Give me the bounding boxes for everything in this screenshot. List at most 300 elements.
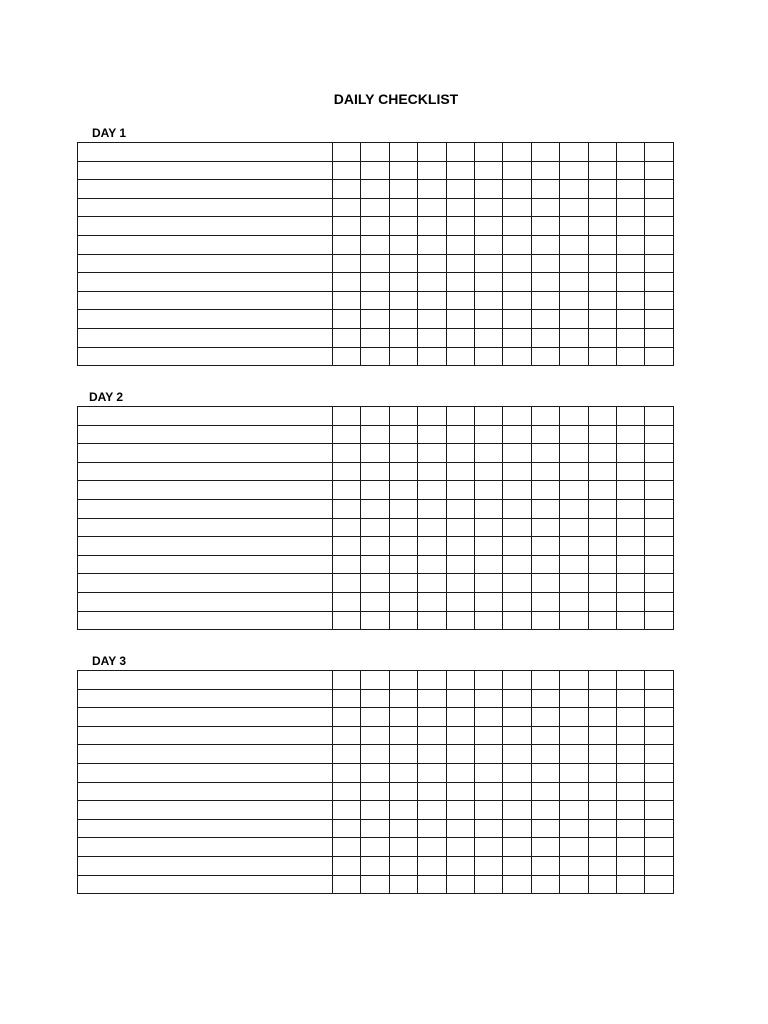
check-box-cell[interactable]: [418, 763, 446, 782]
check-box-cell[interactable]: [588, 180, 616, 199]
check-box-cell[interactable]: [474, 574, 502, 593]
check-box-cell[interactable]: [446, 592, 474, 611]
check-box-cell[interactable]: [588, 592, 616, 611]
check-box-cell[interactable]: [531, 819, 559, 838]
check-box-cell[interactable]: [333, 537, 361, 556]
check-box-cell[interactable]: [361, 518, 389, 537]
check-box-cell[interactable]: [616, 819, 644, 838]
check-box-cell[interactable]: [474, 499, 502, 518]
check-box-cell[interactable]: [588, 273, 616, 292]
check-box-cell[interactable]: [361, 537, 389, 556]
check-box-cell[interactable]: [560, 462, 588, 481]
check-box-cell[interactable]: [474, 555, 502, 574]
check-box-cell[interactable]: [560, 291, 588, 310]
check-box-cell[interactable]: [389, 555, 417, 574]
check-box-cell[interactable]: [333, 671, 361, 690]
task-cell[interactable]: [78, 518, 333, 537]
check-box-cell[interactable]: [389, 291, 417, 310]
check-box-cell[interactable]: [389, 875, 417, 894]
task-cell[interactable]: [78, 143, 333, 162]
check-box-cell[interactable]: [645, 574, 673, 593]
check-box-cell[interactable]: [503, 235, 531, 254]
check-box-cell[interactable]: [446, 875, 474, 894]
check-box-cell[interactable]: [645, 462, 673, 481]
check-box-cell[interactable]: [418, 611, 446, 630]
check-box-cell[interactable]: [531, 347, 559, 366]
check-box-cell[interactable]: [560, 161, 588, 180]
task-cell[interactable]: [78, 328, 333, 347]
check-box-cell[interactable]: [418, 291, 446, 310]
check-box-cell[interactable]: [446, 782, 474, 801]
check-box-cell[interactable]: [446, 235, 474, 254]
check-box-cell[interactable]: [560, 537, 588, 556]
check-box-cell[interactable]: [645, 217, 673, 236]
check-box-cell[interactable]: [333, 180, 361, 199]
check-box-cell[interactable]: [645, 499, 673, 518]
check-box-cell[interactable]: [333, 518, 361, 537]
check-box-cell[interactable]: [503, 217, 531, 236]
task-cell[interactable]: [78, 875, 333, 894]
check-box-cell[interactable]: [560, 444, 588, 463]
check-box-cell[interactable]: [645, 726, 673, 745]
check-box-cell[interactable]: [645, 481, 673, 500]
check-box-cell[interactable]: [418, 254, 446, 273]
check-box-cell[interactable]: [560, 143, 588, 162]
check-box-cell[interactable]: [645, 745, 673, 764]
task-cell[interactable]: [78, 838, 333, 857]
check-box-cell[interactable]: [446, 347, 474, 366]
check-box-cell[interactable]: [333, 198, 361, 217]
task-cell[interactable]: [78, 217, 333, 236]
check-box-cell[interactable]: [389, 425, 417, 444]
check-box-cell[interactable]: [418, 180, 446, 199]
check-box-cell[interactable]: [333, 763, 361, 782]
check-box-cell[interactable]: [503, 347, 531, 366]
check-box-cell[interactable]: [389, 347, 417, 366]
check-box-cell[interactable]: [616, 407, 644, 426]
check-box-cell[interactable]: [531, 217, 559, 236]
check-box-cell[interactable]: [446, 708, 474, 727]
check-box-cell[interactable]: [531, 499, 559, 518]
check-box-cell[interactable]: [588, 407, 616, 426]
check-box-cell[interactable]: [616, 143, 644, 162]
check-box-cell[interactable]: [333, 611, 361, 630]
check-box-cell[interactable]: [645, 407, 673, 426]
check-box-cell[interactable]: [389, 537, 417, 556]
check-box-cell[interactable]: [418, 555, 446, 574]
task-cell[interactable]: [78, 198, 333, 217]
check-box-cell[interactable]: [446, 745, 474, 764]
check-box-cell[interactable]: [560, 310, 588, 329]
check-box-cell[interactable]: [616, 592, 644, 611]
check-box-cell[interactable]: [474, 518, 502, 537]
check-box-cell[interactable]: [361, 161, 389, 180]
check-box-cell[interactable]: [389, 708, 417, 727]
check-box-cell[interactable]: [616, 574, 644, 593]
check-box-cell[interactable]: [560, 726, 588, 745]
check-box-cell[interactable]: [389, 273, 417, 292]
check-box-cell[interactable]: [474, 407, 502, 426]
check-box-cell[interactable]: [616, 499, 644, 518]
check-box-cell[interactable]: [588, 425, 616, 444]
check-box-cell[interactable]: [333, 273, 361, 292]
check-box-cell[interactable]: [588, 444, 616, 463]
check-box-cell[interactable]: [616, 462, 644, 481]
check-box-cell[interactable]: [645, 291, 673, 310]
check-box-cell[interactable]: [531, 782, 559, 801]
check-box-cell[interactable]: [503, 856, 531, 875]
check-box-cell[interactable]: [560, 689, 588, 708]
check-box-cell[interactable]: [616, 235, 644, 254]
check-box-cell[interactable]: [531, 611, 559, 630]
check-box-cell[interactable]: [446, 444, 474, 463]
task-cell[interactable]: [78, 462, 333, 481]
check-box-cell[interactable]: [418, 161, 446, 180]
check-box-cell[interactable]: [645, 143, 673, 162]
check-box-cell[interactable]: [418, 273, 446, 292]
check-box-cell[interactable]: [531, 838, 559, 857]
check-box-cell[interactable]: [588, 310, 616, 329]
check-box-cell[interactable]: [588, 499, 616, 518]
check-box-cell[interactable]: [503, 763, 531, 782]
check-box-cell[interactable]: [418, 708, 446, 727]
check-box-cell[interactable]: [446, 481, 474, 500]
check-box-cell[interactable]: [503, 273, 531, 292]
check-box-cell[interactable]: [446, 838, 474, 857]
check-box-cell[interactable]: [389, 444, 417, 463]
check-box-cell[interactable]: [645, 310, 673, 329]
check-box-cell[interactable]: [361, 671, 389, 690]
check-box-cell[interactable]: [418, 235, 446, 254]
check-box-cell[interactable]: [361, 499, 389, 518]
check-box-cell[interactable]: [616, 555, 644, 574]
check-box-cell[interactable]: [361, 838, 389, 857]
task-cell[interactable]: [78, 444, 333, 463]
check-box-cell[interactable]: [645, 708, 673, 727]
check-box-cell[interactable]: [474, 782, 502, 801]
check-box-cell[interactable]: [616, 801, 644, 820]
check-box-cell[interactable]: [446, 328, 474, 347]
check-box-cell[interactable]: [560, 328, 588, 347]
check-box-cell[interactable]: [616, 198, 644, 217]
task-cell[interactable]: [78, 801, 333, 820]
check-box-cell[interactable]: [616, 217, 644, 236]
check-box-cell[interactable]: [645, 328, 673, 347]
check-box-cell[interactable]: [531, 481, 559, 500]
check-box-cell[interactable]: [446, 726, 474, 745]
check-box-cell[interactable]: [446, 407, 474, 426]
check-box-cell[interactable]: [503, 726, 531, 745]
check-box-cell[interactable]: [560, 611, 588, 630]
task-cell[interactable]: [78, 425, 333, 444]
check-box-cell[interactable]: [389, 611, 417, 630]
check-box-cell[interactable]: [588, 198, 616, 217]
check-box-cell[interactable]: [645, 611, 673, 630]
check-box-cell[interactable]: [361, 407, 389, 426]
check-box-cell[interactable]: [616, 763, 644, 782]
check-box-cell[interactable]: [418, 726, 446, 745]
check-box-cell[interactable]: [446, 198, 474, 217]
check-box-cell[interactable]: [503, 782, 531, 801]
check-box-cell[interactable]: [616, 875, 644, 894]
check-box-cell[interactable]: [389, 198, 417, 217]
task-cell[interactable]: [78, 726, 333, 745]
check-box-cell[interactable]: [333, 555, 361, 574]
check-box-cell[interactable]: [560, 745, 588, 764]
task-cell[interactable]: [78, 499, 333, 518]
check-box-cell[interactable]: [560, 518, 588, 537]
check-box-cell[interactable]: [616, 310, 644, 329]
check-box-cell[interactable]: [418, 310, 446, 329]
check-box-cell[interactable]: [588, 161, 616, 180]
check-box-cell[interactable]: [361, 462, 389, 481]
check-box-cell[interactable]: [361, 180, 389, 199]
check-box-cell[interactable]: [333, 444, 361, 463]
check-box-cell[interactable]: [418, 198, 446, 217]
check-box-cell[interactable]: [418, 462, 446, 481]
check-box-cell[interactable]: [503, 611, 531, 630]
check-box-cell[interactable]: [333, 592, 361, 611]
check-box-cell[interactable]: [588, 838, 616, 857]
check-box-cell[interactable]: [389, 801, 417, 820]
check-box-cell[interactable]: [418, 689, 446, 708]
check-box-cell[interactable]: [418, 592, 446, 611]
check-box-cell[interactable]: [531, 518, 559, 537]
check-box-cell[interactable]: [588, 782, 616, 801]
check-box-cell[interactable]: [361, 745, 389, 764]
check-box-cell[interactable]: [333, 254, 361, 273]
check-box-cell[interactable]: [361, 254, 389, 273]
check-box-cell[interactable]: [446, 611, 474, 630]
check-box-cell[interactable]: [616, 782, 644, 801]
check-box-cell[interactable]: [588, 254, 616, 273]
check-box-cell[interactable]: [333, 143, 361, 162]
check-box-cell[interactable]: [333, 801, 361, 820]
task-cell[interactable]: [78, 819, 333, 838]
check-box-cell[interactable]: [588, 856, 616, 875]
check-box-cell[interactable]: [560, 671, 588, 690]
check-box-cell[interactable]: [503, 689, 531, 708]
check-box-cell[interactable]: [418, 819, 446, 838]
check-box-cell[interactable]: [333, 838, 361, 857]
check-box-cell[interactable]: [333, 328, 361, 347]
check-box-cell[interactable]: [531, 537, 559, 556]
task-cell[interactable]: [78, 481, 333, 500]
check-box-cell[interactable]: [361, 198, 389, 217]
check-box-cell[interactable]: [503, 819, 531, 838]
check-box-cell[interactable]: [531, 726, 559, 745]
check-box-cell[interactable]: [503, 574, 531, 593]
check-box-cell[interactable]: [503, 592, 531, 611]
check-box-cell[interactable]: [503, 537, 531, 556]
check-box-cell[interactable]: [361, 574, 389, 593]
check-box-cell[interactable]: [333, 574, 361, 593]
check-box-cell[interactable]: [645, 180, 673, 199]
check-box-cell[interactable]: [645, 235, 673, 254]
check-box-cell[interactable]: [531, 161, 559, 180]
task-cell[interactable]: [78, 782, 333, 801]
check-box-cell[interactable]: [531, 689, 559, 708]
check-box-cell[interactable]: [588, 555, 616, 574]
check-box-cell[interactable]: [474, 763, 502, 782]
check-box-cell[interactable]: [361, 782, 389, 801]
check-box-cell[interactable]: [616, 611, 644, 630]
check-box-cell[interactable]: [616, 708, 644, 727]
task-cell[interactable]: [78, 407, 333, 426]
check-box-cell[interactable]: [560, 856, 588, 875]
check-box-cell[interactable]: [474, 198, 502, 217]
check-box-cell[interactable]: [588, 875, 616, 894]
check-box-cell[interactable]: [616, 161, 644, 180]
check-box-cell[interactable]: [333, 347, 361, 366]
task-cell[interactable]: [78, 708, 333, 727]
check-box-cell[interactable]: [588, 819, 616, 838]
check-box-cell[interactable]: [616, 838, 644, 857]
check-box-cell[interactable]: [616, 745, 644, 764]
check-box-cell[interactable]: [333, 782, 361, 801]
check-box-cell[interactable]: [503, 254, 531, 273]
check-box-cell[interactable]: [389, 745, 417, 764]
check-box-cell[interactable]: [446, 217, 474, 236]
check-box-cell[interactable]: [418, 838, 446, 857]
check-box-cell[interactable]: [389, 726, 417, 745]
check-box-cell[interactable]: [503, 425, 531, 444]
check-box-cell[interactable]: [531, 425, 559, 444]
check-box-cell[interactable]: [588, 689, 616, 708]
check-box-cell[interactable]: [645, 518, 673, 537]
check-box-cell[interactable]: [645, 875, 673, 894]
check-box-cell[interactable]: [560, 782, 588, 801]
check-box-cell[interactable]: [474, 217, 502, 236]
check-box-cell[interactable]: [389, 782, 417, 801]
check-box-cell[interactable]: [361, 801, 389, 820]
task-cell[interactable]: [78, 161, 333, 180]
check-box-cell[interactable]: [560, 555, 588, 574]
check-box-cell[interactable]: [560, 592, 588, 611]
check-box-cell[interactable]: [503, 291, 531, 310]
check-box-cell[interactable]: [588, 574, 616, 593]
check-box-cell[interactable]: [446, 143, 474, 162]
check-box-cell[interactable]: [474, 425, 502, 444]
check-box-cell[interactable]: [418, 856, 446, 875]
check-box-cell[interactable]: [333, 708, 361, 727]
check-box-cell[interactable]: [418, 671, 446, 690]
check-box-cell[interactable]: [645, 254, 673, 273]
check-box-cell[interactable]: [446, 518, 474, 537]
check-box-cell[interactable]: [645, 273, 673, 292]
task-cell[interactable]: [78, 254, 333, 273]
check-box-cell[interactable]: [418, 217, 446, 236]
task-cell[interactable]: [78, 347, 333, 366]
check-box-cell[interactable]: [446, 291, 474, 310]
check-box-cell[interactable]: [361, 291, 389, 310]
check-box-cell[interactable]: [645, 671, 673, 690]
check-box-cell[interactable]: [531, 574, 559, 593]
check-box-cell[interactable]: [389, 143, 417, 162]
check-box-cell[interactable]: [474, 671, 502, 690]
check-box-cell[interactable]: [616, 481, 644, 500]
check-box-cell[interactable]: [645, 347, 673, 366]
check-box-cell[interactable]: [446, 555, 474, 574]
check-box-cell[interactable]: [503, 462, 531, 481]
check-box-cell[interactable]: [474, 235, 502, 254]
check-box-cell[interactable]: [560, 217, 588, 236]
check-box-cell[interactable]: [418, 444, 446, 463]
check-box-cell[interactable]: [361, 763, 389, 782]
check-box-cell[interactable]: [389, 235, 417, 254]
check-box-cell[interactable]: [503, 555, 531, 574]
check-box-cell[interactable]: [333, 745, 361, 764]
check-box-cell[interactable]: [616, 291, 644, 310]
check-box-cell[interactable]: [474, 180, 502, 199]
check-box-cell[interactable]: [361, 708, 389, 727]
check-box-cell[interactable]: [389, 838, 417, 857]
check-box-cell[interactable]: [446, 462, 474, 481]
check-box-cell[interactable]: [446, 273, 474, 292]
check-box-cell[interactable]: [616, 671, 644, 690]
check-box-cell[interactable]: [446, 310, 474, 329]
check-box-cell[interactable]: [560, 574, 588, 593]
check-box-cell[interactable]: [474, 592, 502, 611]
check-box-cell[interactable]: [418, 782, 446, 801]
check-box-cell[interactable]: [588, 217, 616, 236]
check-box-cell[interactable]: [389, 462, 417, 481]
check-box-cell[interactable]: [531, 273, 559, 292]
check-box-cell[interactable]: [616, 328, 644, 347]
check-box-cell[interactable]: [389, 671, 417, 690]
check-box-cell[interactable]: [474, 611, 502, 630]
check-box-cell[interactable]: [361, 689, 389, 708]
task-cell[interactable]: [78, 310, 333, 329]
check-box-cell[interactable]: [503, 745, 531, 764]
check-box-cell[interactable]: [531, 763, 559, 782]
check-box-cell[interactable]: [531, 801, 559, 820]
check-box-cell[interactable]: [645, 425, 673, 444]
check-box-cell[interactable]: [588, 518, 616, 537]
check-box-cell[interactable]: [333, 856, 361, 875]
check-box-cell[interactable]: [531, 310, 559, 329]
check-box-cell[interactable]: [361, 555, 389, 574]
check-box-cell[interactable]: [531, 235, 559, 254]
check-box-cell[interactable]: [560, 801, 588, 820]
check-box-cell[interactable]: [588, 763, 616, 782]
check-box-cell[interactable]: [474, 689, 502, 708]
task-cell[interactable]: [78, 235, 333, 254]
check-box-cell[interactable]: [616, 689, 644, 708]
check-box-cell[interactable]: [560, 235, 588, 254]
check-box-cell[interactable]: [531, 444, 559, 463]
task-cell[interactable]: [78, 555, 333, 574]
check-box-cell[interactable]: [645, 555, 673, 574]
check-box-cell[interactable]: [389, 161, 417, 180]
check-box-cell[interactable]: [531, 708, 559, 727]
check-box-cell[interactable]: [418, 143, 446, 162]
check-box-cell[interactable]: [560, 273, 588, 292]
check-box-cell[interactable]: [645, 161, 673, 180]
check-box-cell[interactable]: [503, 328, 531, 347]
check-box-cell[interactable]: [616, 444, 644, 463]
check-box-cell[interactable]: [560, 481, 588, 500]
check-box-cell[interactable]: [616, 425, 644, 444]
check-box-cell[interactable]: [616, 726, 644, 745]
check-box-cell[interactable]: [418, 347, 446, 366]
check-box-cell[interactable]: [531, 291, 559, 310]
check-box-cell[interactable]: [446, 763, 474, 782]
check-box-cell[interactable]: [361, 347, 389, 366]
check-box-cell[interactable]: [474, 875, 502, 894]
check-box-cell[interactable]: [474, 462, 502, 481]
check-box-cell[interactable]: [361, 310, 389, 329]
